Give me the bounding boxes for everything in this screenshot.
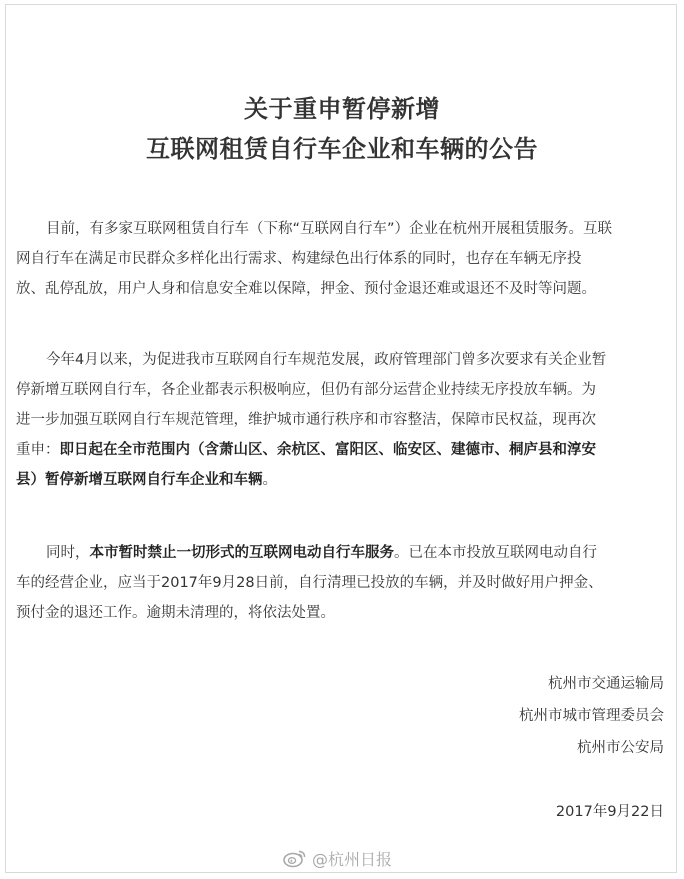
signatory-urban-management-committee: 杭州市城市管理委员会 bbox=[519, 708, 664, 724]
paragraph-3-line-2: 车的经营企业，应当于2017年9月28日前，自行清理已投放的车辆，并及时做好用户押金、 bbox=[16, 575, 603, 591]
paragraph-2 bbox=[16, 345, 668, 495]
paragraph-2-line-3: 进一步加强互联网自行车规范管理，维护城市通行秩序和市容整洁，保障市民权益，现再次 bbox=[16, 412, 596, 428]
signatory-transport-bureau: 杭州市交通运输局 bbox=[548, 676, 664, 692]
paragraph-3-lead: 同时， bbox=[46, 545, 90, 561]
paragraph-2-emphasis-part-2: 县）暂停新增互联网自行车企业和车辆 bbox=[16, 472, 263, 488]
paragraph-2-line-2: 停新增互联网自行车，各企业都表示积极响应，但仍有部分运营企业持续无序投放车辆。为 bbox=[16, 382, 596, 398]
paragraph-3-line-3: 预付金的退还工作。逾期未清理的，将依法处置。 bbox=[16, 605, 335, 621]
weibo-icon bbox=[283, 848, 307, 868]
signatory-public-security-bureau: 杭州市公安局 bbox=[577, 740, 664, 756]
paragraph-1 bbox=[16, 214, 668, 304]
paragraph-3-line-1-tail: 。已在本市投放互联网电动自行 bbox=[394, 545, 597, 561]
notice-title-line-1: 关于重申暂停新增 bbox=[244, 95, 440, 123]
watermark bbox=[283, 846, 392, 870]
paragraph-3 bbox=[16, 538, 668, 628]
paragraph-3-line-1 bbox=[16, 538, 668, 568]
paragraph-1-line-1: 目前，有多家互联网租赁自行车（下称“互联网自行车”）企业在杭州开展租赁服务。互联 bbox=[46, 221, 613, 237]
paragraph-2-line-4 bbox=[16, 435, 668, 465]
paragraph-1-line-2: 网自行车在满足市民群众多样化出行需求、构建绿色出行体系的同时，也存在车辆无序投 bbox=[16, 251, 582, 267]
notice-date: 2017年9月22日 bbox=[555, 804, 664, 820]
paragraph-3-emphasis: 本市暂时禁止一切形式的互联网电动自行车服务 bbox=[89, 545, 394, 561]
notice-title-line-2: 互联网租赁自行车企业和车辆的公告 bbox=[146, 135, 538, 163]
paragraph-2-line-5 bbox=[16, 465, 668, 495]
watermark-text: @杭州日报 bbox=[312, 849, 393, 869]
paragraph-2-emphasis-part-1: 即日起在全市范围内（含萧山区、余杭区、富阳区、临安区、建德市、桐庐县和淳安 bbox=[59, 442, 596, 458]
paragraph-1-line-3: 放、乱停乱放，用户人身和信息安全难以保障，押金、预付金退还难或退还不及时等问题。 bbox=[16, 281, 596, 297]
paragraph-2-period: 。 bbox=[262, 472, 277, 488]
paragraph-2-line-1: 今年4月以来，为促进我市互联网自行车规范发展，政府管理部门曾多次要求有关企业暂 bbox=[46, 352, 607, 368]
paragraph-2-reaffirm-label: 重申： bbox=[16, 442, 60, 458]
